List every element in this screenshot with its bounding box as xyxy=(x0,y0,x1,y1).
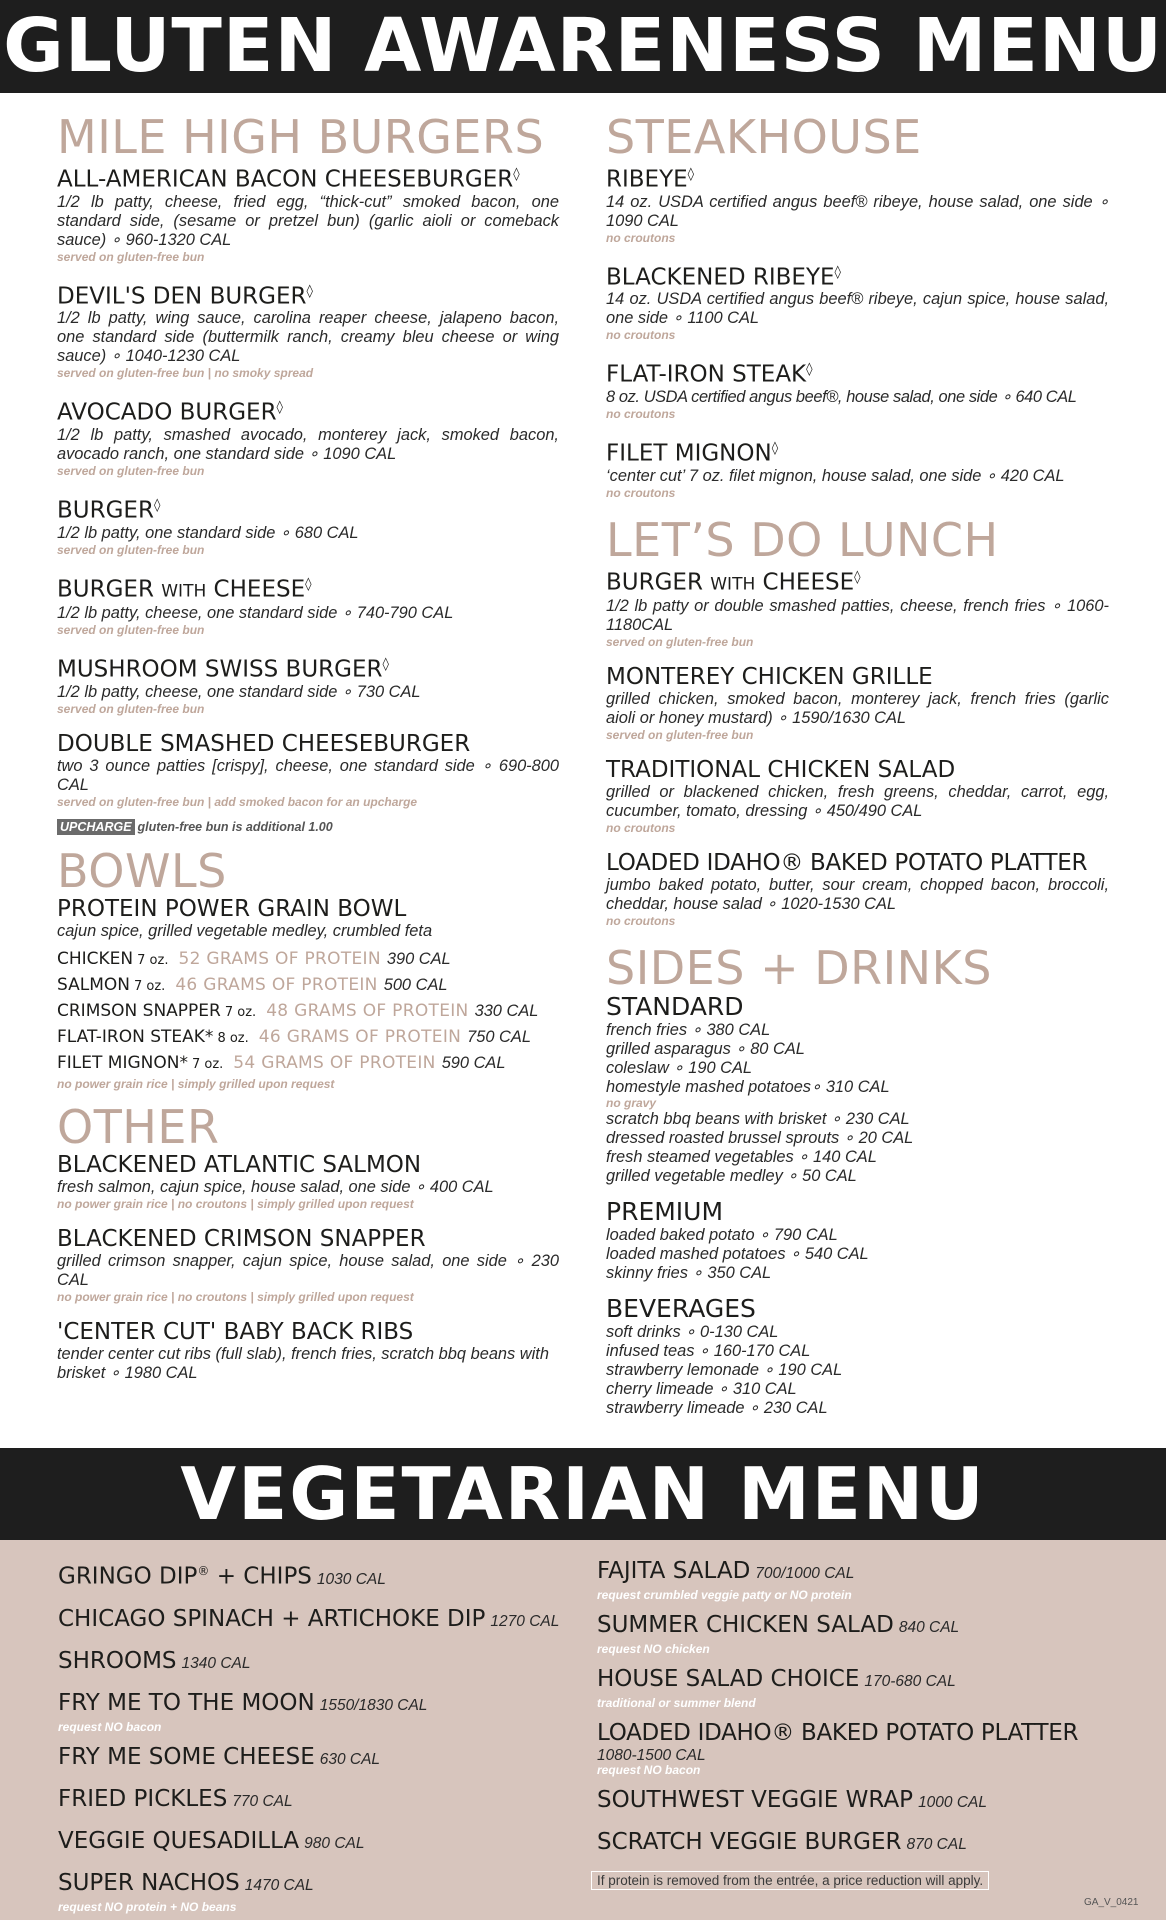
item-note: served on gluten-free bun | add smoked bacon for an upcharge xyxy=(57,794,418,809)
bowl-option: FILET MIGNON* 7 oz. 54 GRAMS OF PROTEIN 590 CAL xyxy=(57,1052,506,1073)
item-description: 1/2 lb patty, cheese, fried egg, “thick-cut” smoked bacon, one standard side, (sesame or pretzel bun) (garlic aioli or comeback sauce) ∘ 960-1320 CAL xyxy=(57,192,559,249)
item-description: 1/2 lb patty or double smashed patties, cheese, french fries ∘ 1060-1180CAL xyxy=(606,597,1109,635)
veg-item xyxy=(58,1556,578,1595)
sides-standard xyxy=(606,993,1109,1186)
item-name: RIBEYE◊ xyxy=(606,166,695,193)
veg-item-name: SCRATCH VEGGIE BURGER 870 CAL xyxy=(597,1829,967,1855)
side-note: no gravy xyxy=(606,1096,657,1111)
veg-item xyxy=(597,1827,1127,1860)
beverage-item: strawberry limeade ∘ 230 CAL xyxy=(606,1399,828,1418)
veg-item-name: SHROOMS 1340 CAL xyxy=(58,1647,251,1674)
veg-item-note: request NO chicken xyxy=(597,1642,710,1656)
item-description: fresh salmon, cajun spice, house salad, one side ∘ 400 CAL xyxy=(57,1177,494,1196)
item-description: 1/2 lb patty, wing sauce, carolina reaper cheese, jalapeno bacon, one standard side (buttermilk ranch, creamy bleu cheese or wing sauce) ∘ 1040-1230 CAL xyxy=(57,309,559,366)
vegetarian-menu-banner: VEGETARIAN MENU xyxy=(0,1448,1166,1540)
veg-item-name: SUMMER CHICKEN SALAD 840 CAL xyxy=(597,1612,960,1638)
menu-item xyxy=(57,731,559,810)
beverage-item: strawberry lemonade ∘ 190 CAL xyxy=(606,1361,843,1380)
veg-item-name: FRIED PICKLES 770 CAL xyxy=(58,1785,293,1812)
section-title-sides: SIDES + DRINKS xyxy=(606,941,992,996)
item-name: 'CENTER CUT' BABY BACK RIBS xyxy=(57,1318,414,1345)
vegetarian-right-column xyxy=(597,1556,1127,1869)
veg-item-name: FRY ME TO THE MOON 1550/1830 CAL xyxy=(58,1689,428,1716)
veg-item xyxy=(58,1604,578,1637)
item-note: served on gluten-free bun xyxy=(57,623,205,638)
menu-item xyxy=(57,395,559,479)
item-note: served on gluten-free bun | no smoky spread xyxy=(57,366,314,381)
veg-item xyxy=(597,1664,1127,1709)
item-name: FILET MIGNON◊ xyxy=(606,440,779,467)
beverage-item: soft drinks ∘ 0-130 CAL xyxy=(606,1323,779,1342)
veg-item xyxy=(597,1718,1127,1776)
menu-item xyxy=(606,757,1109,836)
veg-item-note: request NO protein + NO beans xyxy=(58,1899,237,1914)
item-name: FLAT-IRON STEAK◊ xyxy=(606,361,813,388)
veg-item-name: CHICAGO SPINACH + ARTICHOKE DIP 1270 CAL xyxy=(58,1605,560,1632)
menu-item xyxy=(57,162,559,265)
item-note: served on gluten-free bun xyxy=(606,635,754,650)
sides-premium xyxy=(606,1198,1109,1283)
item-note: no croutons xyxy=(606,914,676,929)
side-item: skinny fries ∘ 350 CAL xyxy=(606,1264,772,1283)
menu-item xyxy=(606,260,1109,344)
menu-item xyxy=(606,436,1109,501)
veg-item xyxy=(58,1784,578,1817)
item-note: no power grain rice | no croutons | simply grilled upon request xyxy=(57,1289,414,1304)
side-item: fresh steamed vegetables ∘ 140 CAL xyxy=(606,1148,877,1167)
item-description: tender center cut ribs (full slab), french fries, scratch bbq beans with brisket ∘ 1980 CAL xyxy=(57,1344,549,1382)
item-description: 14 oz. USDA certified angus beef® ribeye, cajun spice, house salad, one side ∘ 1100 CAL xyxy=(606,290,1109,328)
item-description: grilled chicken, smoked bacon, monterey jack, french fries (garlic aioli or honey mustard) ∘ 1590/1630 CAL xyxy=(606,690,1109,728)
menu-item xyxy=(57,493,559,558)
item-name: BURGER WITH CHEESE◊ xyxy=(606,569,861,596)
menu-item xyxy=(57,1319,559,1383)
item-name: ALL-AMERICAN BACON CHEESEBURGER◊ xyxy=(57,166,520,193)
veg-item-name: FAJITA SALAD 700/1000 CAL xyxy=(597,1558,855,1584)
bowl-option: SALMON 7 oz. 46 GRAMS OF PROTEIN 500 CAL xyxy=(57,974,448,995)
item-description: grilled or blackened chicken, fresh greens, cheddar, carrot, egg, cucumber, tomato, dressing ∘ 450/490 CAL xyxy=(606,783,1109,821)
veg-item-note: traditional or summer blend xyxy=(597,1696,756,1710)
beverages xyxy=(606,1295,1109,1418)
side-item: grilled vegetable medley ∘ 50 CAL xyxy=(606,1167,857,1186)
item-note: served on gluten-free bun xyxy=(57,249,205,264)
veg-item xyxy=(58,1826,578,1859)
veg-item xyxy=(58,1868,578,1913)
menu-item xyxy=(57,279,559,382)
bowl-option: CHICKEN 7 oz. 52 GRAMS OF PROTEIN 390 CAL xyxy=(57,948,451,969)
item-name: LOADED IDAHO® BAKED POTATO PLATTER xyxy=(606,850,1088,877)
menu-item xyxy=(57,896,559,1092)
item-note: no croutons xyxy=(606,485,676,500)
side-item: grilled asparagus ∘ 80 CAL xyxy=(606,1040,805,1059)
veg-item xyxy=(58,1646,578,1679)
upcharge-notice: UPCHARGE gluten-free bun is additional 1.00 xyxy=(57,820,559,834)
bowl-option: CRIMSON SNAPPER 7 oz. 48 GRAMS OF PROTEIN 330 CAL xyxy=(57,1000,539,1021)
beverage-item: cherry limeade ∘ 310 CAL xyxy=(606,1380,797,1399)
veg-item-name: LOADED IDAHO® BAKED POTATO PLATTER xyxy=(597,1720,1079,1746)
item-note: no croutons xyxy=(606,230,676,245)
item-description: ‘center cut’ 7 oz. filet mignon, house salad, one side ∘ 420 CAL xyxy=(606,466,1065,485)
menu-item xyxy=(57,572,559,639)
item-name: PROTEIN POWER GRAIN BOWL xyxy=(57,895,407,922)
item-description: 14 oz. USDA certified angus beef® ribeye, house salad, one side ∘ 1090 CAL xyxy=(606,192,1109,230)
veg-item-note: request NO bacon xyxy=(58,1719,162,1734)
menu-item xyxy=(606,357,1109,422)
item-note: no croutons xyxy=(606,328,676,343)
section-title-burgers: MILE HIGH BURGERS xyxy=(57,110,545,164)
veg-item-name: GRINGO DIP® + CHIPS 1030 CAL xyxy=(58,1563,386,1590)
veg-item-name: SOUTHWEST VEGGIE WRAP 1000 CAL xyxy=(597,1787,988,1813)
upcharge-badge: UPCHARGE xyxy=(57,819,135,835)
item-name: MONTEREY CHICKEN GRILLE xyxy=(606,664,933,691)
item-note: served on gluten-free bun xyxy=(57,463,205,478)
veg-item-name: HOUSE SALAD CHOICE 170-680 CAL xyxy=(597,1666,956,1692)
sub-title: PREMIUM xyxy=(606,1197,724,1227)
side-item: coleslaw ∘ 190 CAL xyxy=(606,1059,753,1078)
item-note: served on gluten-free bun xyxy=(606,728,754,743)
section-title-lunch: LET’S DO LUNCH xyxy=(606,512,999,567)
menu-item xyxy=(606,162,1109,246)
section-title-other: OTHER xyxy=(57,1099,220,1154)
item-note: served on gluten-free bun xyxy=(57,542,205,557)
veg-item-calories: 1080-1500 CAL xyxy=(597,1747,706,1764)
vegetarian-left-column xyxy=(58,1556,578,1920)
item-description: 1/2 lb patty, cheese, one standard side ∘ 740-790 CAL xyxy=(57,604,454,623)
item-description: 1/2 lb patty, smashed avocado, monterey jack, smoked bacon, avocado ranch, one standard side ∘ 1090 CAL xyxy=(57,425,559,463)
menu-code: GA_V_0421 xyxy=(1084,1897,1139,1908)
item-description: two 3 ounce patties [crispy], cheese, one standard side ∘ 690-800 CAL xyxy=(57,756,559,794)
section-title-bowls: BOWLS xyxy=(57,843,227,898)
menu-item xyxy=(57,1152,559,1212)
protein-removal-disclaimer: If protein is removed from the entrée, a price reduction will apply. xyxy=(591,1871,989,1890)
item-name: DEVIL'S DEN BURGER◊ xyxy=(57,283,313,310)
menu-item xyxy=(606,565,1109,651)
section-title-steakhouse: STEAKHOUSE xyxy=(606,110,922,164)
item-note: no power grain rice | simply grilled upon request xyxy=(57,1076,335,1091)
left-column xyxy=(57,112,559,1397)
menu-item xyxy=(57,1226,559,1305)
item-description: jumbo baked potato, butter, sour cream, chopped bacon, broccoli, cheddar, house salad ∘ 1020-1530 CAL xyxy=(606,876,1109,914)
item-note: served on gluten-free bun xyxy=(57,701,205,716)
item-name: BLACKENED CRIMSON SNAPPER xyxy=(57,1225,426,1252)
veg-item xyxy=(58,1742,578,1775)
menu-item xyxy=(606,664,1109,743)
side-item: loaded mashed potatoes ∘ 540 CAL xyxy=(606,1245,869,1264)
item-description: 1/2 lb patty, cheese, one standard side ∘ 730 CAL xyxy=(57,682,421,701)
veg-item-name: SUPER NACHOS 1470 CAL xyxy=(58,1869,314,1896)
veg-item-name: FRY ME SOME CHEESE 630 CAL xyxy=(58,1743,381,1770)
menu-item xyxy=(57,652,559,717)
item-name: DOUBLE SMASHED CHEESEBURGER xyxy=(57,730,471,757)
item-note: no croutons xyxy=(606,821,676,836)
item-name: BURGER◊ xyxy=(57,497,161,524)
veg-item xyxy=(597,1610,1127,1655)
bowl-option: FLAT-IRON STEAK* 8 oz. 46 GRAMS OF PROTEIN 750 CAL xyxy=(57,1026,531,1047)
side-item: homestyle mashed potatoes∘ 310 CAL xyxy=(606,1078,890,1097)
item-description: 8 oz. USDA certified angus beef®, house salad, one side ∘ 640 CAL xyxy=(606,387,1077,406)
item-note: no power grain rice | no croutons | simply grilled upon request xyxy=(57,1196,414,1211)
sub-title: STANDARD xyxy=(606,992,744,1022)
beverage-item: infused teas ∘ 160-170 CAL xyxy=(606,1342,811,1361)
item-name: MUSHROOM SWISS BURGER◊ xyxy=(57,656,389,683)
item-name: BURGER WITH CHEESE◊ xyxy=(57,576,312,603)
item-description: cajun spice, grilled vegetable medley, crumbled feta xyxy=(57,921,433,940)
right-column xyxy=(606,112,1109,1430)
veg-item xyxy=(597,1556,1127,1601)
item-name: BLACKENED RIBEYE◊ xyxy=(606,264,841,291)
veg-item xyxy=(597,1785,1127,1818)
veg-item xyxy=(58,1688,578,1733)
menu-item xyxy=(606,850,1109,929)
side-item: scratch bbq beans with brisket ∘ 230 CAL xyxy=(606,1110,910,1129)
side-item: dressed roasted brussel sprouts ∘ 20 CAL xyxy=(606,1129,914,1148)
veg-item-note: request crumbled veggie patty or NO protein xyxy=(597,1588,852,1602)
item-description: 1/2 lb patty, one standard side ∘ 680 CAL xyxy=(57,523,359,542)
side-item: loaded baked potato ∘ 790 CAL xyxy=(606,1226,838,1245)
item-name: BLACKENED ATLANTIC SALMON xyxy=(57,1151,422,1178)
page-title-banner: GLUTEN AWARENESS MENU xyxy=(0,0,1166,93)
item-name: AVOCADO BURGER◊ xyxy=(57,399,283,426)
item-note: no croutons xyxy=(606,406,676,421)
veg-item-note: request NO bacon xyxy=(597,1763,701,1777)
veg-item-name: VEGGIE QUESADILLA 980 CAL xyxy=(58,1827,365,1854)
sub-title: BEVERAGES xyxy=(606,1294,756,1324)
item-description: grilled crimson snapper, cajun spice, house salad, one side ∘ 230 CAL xyxy=(57,1251,559,1289)
item-name: TRADITIONAL CHICKEN SALAD xyxy=(606,757,956,784)
side-item: french fries ∘ 380 CAL xyxy=(606,1021,771,1040)
